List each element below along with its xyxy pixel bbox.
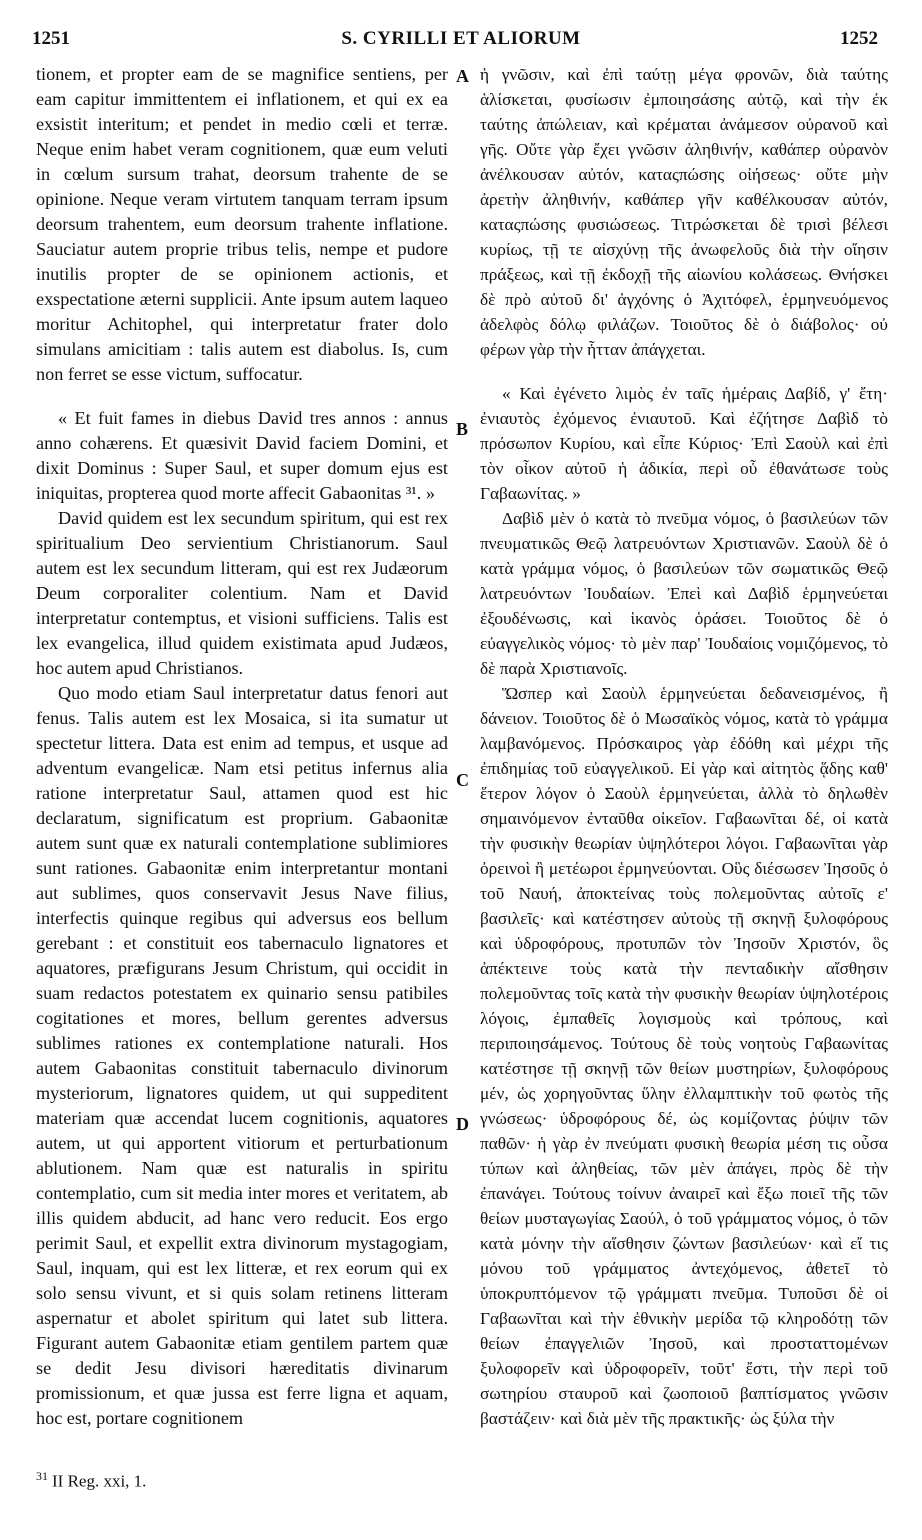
page-header: [0, 28, 922, 58]
section-marker: D: [456, 1114, 469, 1134]
greek-paragraph: Δαβὶδ μὲν ὁ κατὰ τὸ πνεῦμα νόμος, ὁ βασιλεύων τῶν πνευματικῶς Θεῷ λατρευόντων Χριστιανῶν. Σαοὺλ δὲ ὁ κατὰ γράμμα νόμος, ὁ βασιλεύων τῶν σωματικῶς Θεῷ λατρευόντων Ἰουδαίων. Ἐπεὶ καὶ Δαβὶδ ἑρμηνεύεται ἐξουδένωσις, καὶ ἱκανὸς ὁράσει. Τοιοῦτος δὲ ὁ εὐαγγελικὸς νόμος· τὸ μὲν παρ' Ἰουδαίοις νομιζόμενος, τὸ δὲ παρὰ Χριστιανοῖς.: [480, 509, 888, 678]
greek-paragraph: « Καὶ ἐγένετο λιμὸς ἐν ταῖς ἡμέραις Δαβίδ, γ' ἔτη· ἐνιαυτὸς ἐχόμενος ἐνιαυτοῦ. Καὶ ἐζήτησε Δαβὶδ τὸ πρόσωπον Κυρίου, καὶ εἶπε Κύριος· Ἐπὶ Σαοὺλ καὶ ἐπὶ τὸν οἶκον αὐτοῦ ἡ ἀδικία, περὶ οὗ ἐθανάτωσε τοὺς Γαβαωνίτας. »: [480, 384, 888, 503]
section-marker: B: [456, 419, 469, 439]
page-number-right: 1252: [840, 28, 878, 49]
section-marker: C: [456, 770, 469, 790]
section-marker: A: [456, 66, 469, 86]
latin-column: [36, 62, 448, 1431]
greek-paragraph: ἡ γνῶσιν, καὶ ἐπὶ ταύτῃ μέγα φρονῶν, διὰ ταύτης ἁλίσκεται, φυσίωσιν ἐμποιησάσης αὐτῷ, καὶ τὴν ἐκ ταύτης ἀπώλειαν, καὶ κρέμαται ἀνάμεσον οὐρανοῦ καὶ γῆς. Οὔτε γὰρ ἔχει γνῶσιν ἀληθινήν, καθάπερ οὐρανὸν ἀνέλκουσαν αὐτόν, καταςπώσης οἰήσεως· οὔτε μὴν ἀρετὴν ἀληθινήν, καθάπερ γῆν καθέλκουσαν αὐτόν, καταςπώσης φυσιώσεως. Τιτρώσκεται δὲ τρισὶ βέλεσι κυρίως, τῇ τε αἰσχύνῃ τῆς ἀνωφελοῦς διὰ τὴν οἴησιν πράξεως, καὶ τῇ ἐκδοχῇ τῆς αἰωνίου κολάσεως. Θνήσκει δὲ πρὸ αὐτοῦ δι' ἀγχόνης ὁ Ἀχιτόφελ, ἑρμηνευόμενος ἀδελφὸς δόλῳ φιλάζων. Τοιοῦτος δὲ ὁ διάβολος· οὐ φέρων γὰρ τὴν ἧτταν ἀπάγχεται.: [480, 65, 888, 359]
footnote-text: II Reg. xxi, 1.: [52, 1471, 147, 1491]
greek-paragraph: Ὥσπερ καὶ Σαοὺλ ἑρμηνεύεται δεδανεισμένος, ἢ δάνειον. Τοιοῦτος δὲ ὁ Μωσαϊκὸς νόμος, κατὰ τὸ γράμμα λαμβανόμενος. Πρόσκαιρος γὰρ ἐδόθη καὶ μέχρι τῆς ἐπιδημίας τοῦ εὐαγγελικοῦ. Εἰ γὰρ καὶ αἰτητὸς ᾅδης καθ' ἕτερον λόγον ὁ Σαοὺλ ἑρμηνεύεται, ἀλλὰ τὸ δηλωθὲν σημαινόμενον ἐνταῦθα οἰκεῖον. Γαβαωνῖται δέ, οἱ κατὰ τὴν φυσικὴν θεωρίαν ὑψηλότεροι λόγοι. Γαβαωνῖται γὰρ ὀρεινοὶ ἢ μετέωροι ἑρμηνεύονται. Οὓς διέσωσεν Ἰησοῦς ὁ τοῦ Ναυή, ἀποκτείνας τοὺς πολεμοῦντας αὐτοῖς ε' βασιλεῖς· καὶ κατέστησεν αὐτοὺς τῇ σκηνῇ ξυλοφόρους καὶ ὑδροφόρους, προτυπῶν τὸν Ἰησοῦν Χριστόν, ὃς ἀπέκτεινε τοὺς κατὰ τὴν πενταδικὴν αἴσθησιν πολεμοῦντας τοῖς κατὰ τὴν φυσικὴν θεωρίαν ὑψηλοτέροις λόγοις, ἐμπαθεῖς λογισμοὺς καὶ τρόπους, καὶ περιποιησάμενος. Τούτους δὲ τοὺς νοητοὺς Γαβαωνίτας κατέστησε τῇ σκηνῇ τῶν θείων μυστηρίων, ξυλοφόρους μέν, ὡς χορηγοῦντας ὕλην ἐλλαμπτικὴν τοῦ φωτὸς τῆς γνώσεως· ὑδροφόρους δέ, ὡς κομίζοντας ῥύψιν τῶν παθῶν· ἡ γὰρ ἐν πνεύματι φυσικὴ θεωρία μέση τις οὖσα τύπων καὶ ἀληθείας, τῶν μὲν ἀπάγει, πρὸς δὲ τὴν ἐπανάγει. Τούτους τοίνυν ἀναιρεῖ καὶ ἔξω ποιεῖ τῆς τῶν θείων μυσταγωγίας Σαούλ, ὁ τοῦ γράμματος νόμος, ὁ τῶν κατὰ μόνην τὴν αἴσθησιν ζώντων βασιλεύων· καὶ εἴ τις μόνου τοῦ γράμματος ἀντεχόμενος, ἀθετεῖ τὸ ὑποκρυπτόμενον τῷ γράμματι πνεῦμα. Τυποῦσι δὲ οἱ Γαβαωνῖται καὶ τὴν ἐθνικὴν μερίδα τῷ κληροδότῃ τῶν θείων ἐπαγγελιῶν Ἰησοῦ, καὶ προσταττομένων ξυλοφορεῖν καὶ ὑδροφορεῖν, τοῦτ' ἔστι, τὴν περὶ τοῦ σωτηρίου σταυροῦ καὶ ζωοποιοῦ βαπτίσματος γνῶσιν βαστάζειν· καὶ διὰ μὲν τῆς πρακτικῆς· ὡς ξύλα τὴν: [480, 684, 888, 1428]
footnote-number: 31: [36, 1469, 48, 1483]
greek-column: [480, 62, 888, 1431]
page-number-left: 1251: [32, 28, 70, 49]
footnote: [36, 1469, 146, 1492]
latin-paragraph: tionem, et propter eam de se magnifice sentiens, per eam capitur immittentem ei inflationem, et qui ex ea exsistit interitum; et pendet in medio cœli et terræ. Neque enim habet veram cognitionem, quæ eum veluti in cœlum sursum trahat, deorsum trahente de se opinione. Neque veram virtutem tanquam terram ipsum deorsum trahentem, eum deorsum trahente inflatione. Sauciatur autem proprie tribus telis, nempe et pudore inutilis propter de se opinionem actionis, et exspectatione æterni supplicii. Ante ipsum autem laqueo moritur Achitophel, qui interpretatur frater dolo simulans amicitiam : talis autem est diabolus. Is, cum non ferret se esse victum, suffocatur.: [36, 64, 448, 384]
latin-paragraph: « Et fuit fames in diebus David tres annos : annus anno cohærens. Et quæsivit David faciem Domini, et dixit Dominus : Super Saul, et super domum ejus est iniquitas, propterea quod morte affecit Gabaonitas ³¹. »: [36, 408, 448, 503]
running-title: S. CYRILLI ET ALIORUM: [341, 28, 581, 49]
latin-paragraph: David quidem est lex secundum spiritum, qui est rex spiritualium Deo servientium Christianorum. Saul autem est lex secundum litteram, qui est rex Judæorum Deum corporaliter colentium. Nam et David interpretatur contemptus, et visioni sufficiens. Talis est lex evangelica, illud quidem existimata apud Judæos, hoc autem apud Christianos.: [36, 508, 448, 678]
latin-paragraph: Quo modo etiam Saul interpretatur datus fenori aut fenus. Talis autem est lex Mosaica, si ita sumatur ut spectetur littera. Data est enim ad tempus, et usque ad adventum evangelicæ. Nam etsi petitus infernus alia ratione interpretatur Saul, attamen quod est hic declaratum, significatum est proprium. Gabaonitæ autem sunt quæ ex naturali contemplatione sublimiores sunt rationes. Gabaonitæ enim interpretantur montani aut sublimes, quos conservavit Jesus Nave filius, interfectis quinque regibus qui adversus eos bellum gerebant : et constituit eos tabernaculo lignatores et aquatores, præfigurans Jesum Christum, qui occidit in suam redactos potestatem ex quinario sensu patibiles cogitationes et mores, bellum gerentes adversus sublimes rationes ex contemplatione naturali. Hos autem Gabaonitas constituit tabernaculo divinorum mysteriorum, lignatores quidem, ut qui suppeditent materiam quæ accendat lucem cognitionis, aquatores autem, ut qui apportent vitiorum et perturbationum ablutionem. Nam quæ est naturalis in spiritu contemplatio, cum sit media inter mores et veritatem, ab illis quidem abducit, ad hanc vero reducit. Eos ergo perimit Saul, et expellit extra divinorum mystagogiam, Saul, inquam, qui est lex litteræ, et rex eorum qui ex solo sensu vivunt, et si quis solam retinens litteram aspernatur et abolet spiritum qui latet sub littera. Figurant autem Gabaonitæ etiam gentilem partem quæ se dedit Jesu divisori hæreditatis divinarum promissionum, et quæ jussa est ferre ligna et aquam, hoc est, portare cognitionem: [36, 683, 448, 1428]
